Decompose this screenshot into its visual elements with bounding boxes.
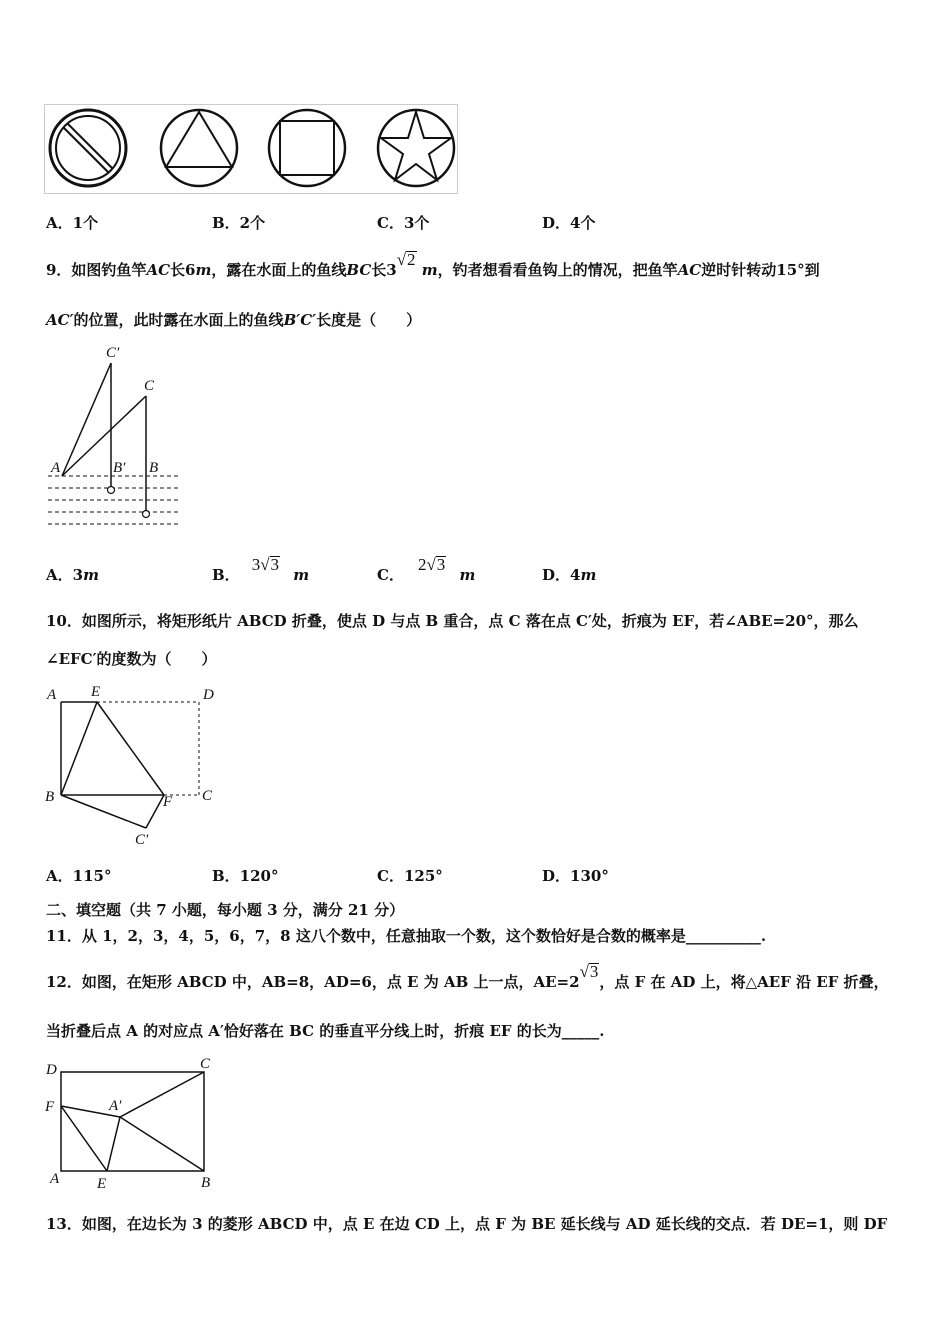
q12-rectangle-fold-figure bbox=[40, 1055, 225, 1195]
sqrt-symbol: √2 bbox=[396, 250, 416, 269]
q12-line2: 当折叠后点 A 的对应点 A′恰好落在 BC 的垂直平分线上时，折痕 EF 的长为_____. bbox=[46, 1022, 605, 1040]
q10-option-c: C．125° bbox=[377, 867, 443, 885]
label-b: B bbox=[149, 460, 159, 476]
label-c: C bbox=[202, 788, 213, 804]
label-b: B bbox=[201, 1175, 211, 1191]
q10-line1: 10．如图所示，将矩形纸片 ABCD 折叠，使点 D 与点 B 重合，点 C 落在点 C′处，折痕为 EF，若∠ABE=20°，那么 bbox=[46, 612, 859, 630]
label-b: B bbox=[45, 789, 55, 805]
q13-text: 13．如图，在边长为 3 的菱形 ABCD 中，点 E 在边 CD 上，点 F 为 BE 延长线与 AD 延长线的交点．若 DE=1，则 DF bbox=[46, 1215, 888, 1233]
q9-fishing-rod-figure bbox=[40, 340, 190, 530]
q10-line2: ∠EFC′的度数为（ ） bbox=[46, 650, 217, 668]
q8-option-b: B．2个 bbox=[212, 214, 266, 232]
square-in-circle-icon bbox=[269, 110, 345, 186]
hook-icon bbox=[108, 487, 115, 494]
q10-folded-rectangle-figure bbox=[40, 680, 230, 850]
q8-option-a: A．1个 bbox=[46, 214, 99, 232]
label-c: C bbox=[200, 1056, 211, 1072]
hook-icon bbox=[143, 511, 150, 518]
sqrt-symbol: √3 bbox=[579, 962, 599, 981]
q10-option-d: D．130° bbox=[542, 867, 609, 885]
label-e: E bbox=[97, 1176, 107, 1192]
no-entry-sign-icon bbox=[50, 110, 126, 186]
q9-option-a: A．3m bbox=[46, 566, 99, 584]
label-d: D bbox=[46, 1062, 57, 1078]
label-c-prime: C′ bbox=[106, 345, 120, 361]
q8-option-c: C．3个 bbox=[377, 214, 430, 232]
q9-option-c: C．2√3 m bbox=[377, 555, 476, 584]
q10-option-b: B．120° bbox=[212, 867, 279, 885]
q9-option-b: B．3√3 m bbox=[212, 555, 310, 584]
triangle-in-circle-icon bbox=[161, 110, 237, 186]
label-a: A bbox=[51, 460, 61, 476]
q8-option-d: D．4个 bbox=[542, 214, 596, 232]
q9-line1: 9．如图钓鱼竿AC长6m，露在水面上的鱼线BC长3√2 m，钓者想看看鱼钩上的情况，把鱼竿AC逆时针转动15°到 bbox=[46, 250, 820, 279]
label-c-prime: C′ bbox=[135, 832, 149, 848]
label-a: A bbox=[50, 1171, 60, 1187]
star-in-circle-icon bbox=[378, 110, 454, 186]
section2-heading: 二、填空题（共 7 小题，每小题 3 分，满分 21 分） bbox=[46, 901, 405, 919]
q12-line1: 12．如图，在矩形 ABCD 中，AB=8，AD=6，点 E 为 AB 上一点，AE=2√3，点 F 在 AD 上，将△AEF 沿 EF 折叠， bbox=[46, 962, 889, 991]
label-b-prime: B′ bbox=[113, 460, 126, 476]
label-a: A bbox=[47, 687, 57, 703]
label-f: F bbox=[45, 1099, 55, 1115]
label-d: D bbox=[203, 687, 214, 703]
label-f: F bbox=[163, 794, 173, 810]
label-a-prime: A′ bbox=[109, 1098, 122, 1114]
q9-option-d: D．4m bbox=[542, 566, 597, 584]
q10-option-a: A．115° bbox=[46, 867, 112, 885]
label-c: C bbox=[144, 378, 155, 394]
q8-shapes-figure bbox=[44, 104, 458, 194]
q11-text: 11．从 1，2，3，4，5，6，7，8 这八个数中，任意抽取一个数，这个数恰好是合数的概率是__________. bbox=[46, 927, 767, 945]
q9-line2: AC′的位置，此时露在水面上的鱼线B′C′长度是（ ） bbox=[46, 311, 422, 329]
label-e: E bbox=[91, 684, 101, 700]
